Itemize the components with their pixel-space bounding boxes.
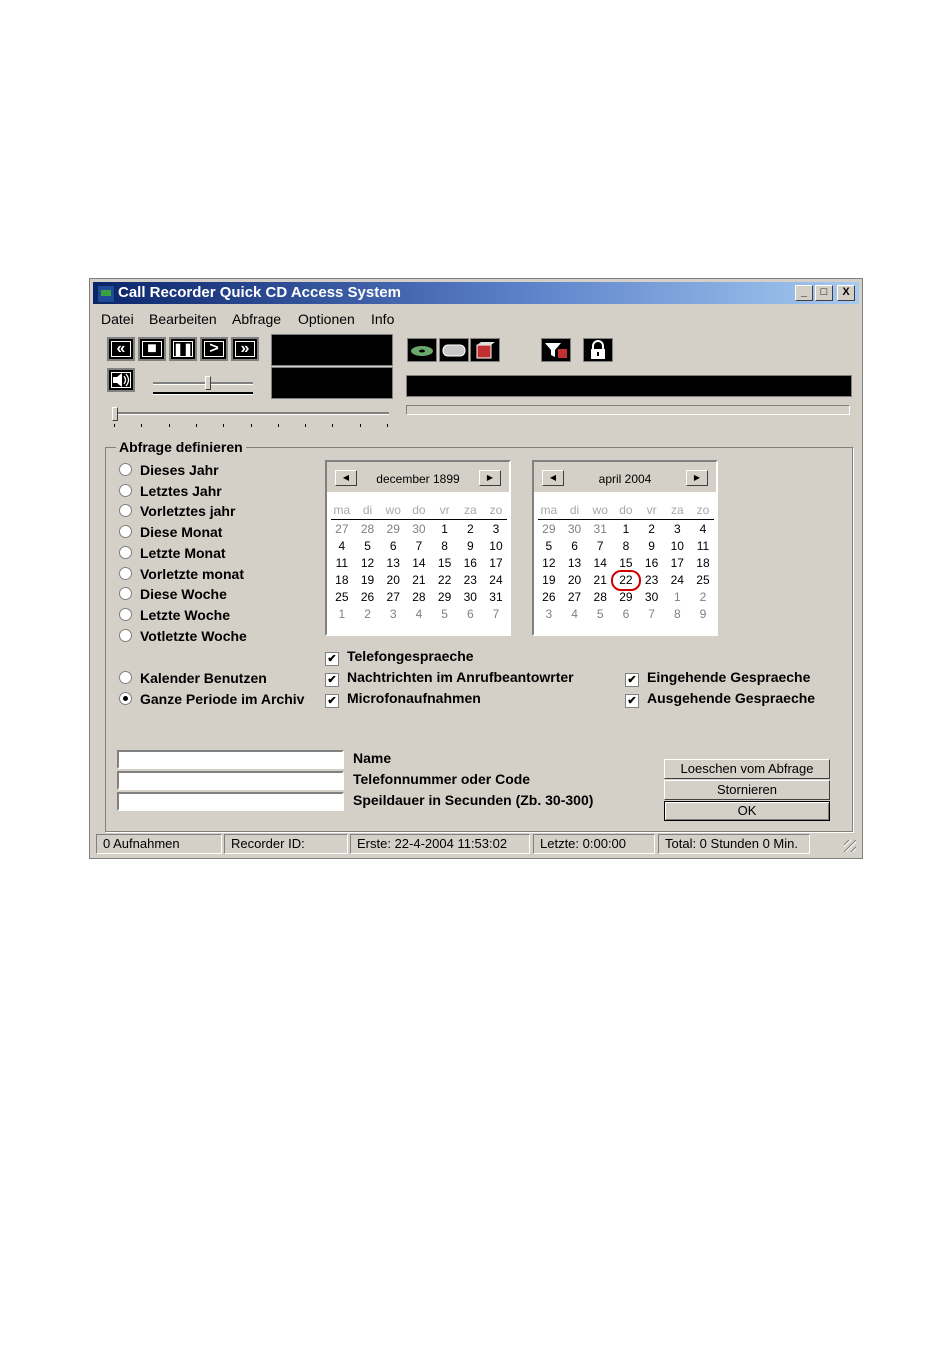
calendar-day[interactable]: 8 — [673, 607, 681, 621]
calendar-day[interactable]: 23 — [463, 573, 477, 587]
calendar-day[interactable]: 29 — [542, 522, 556, 536]
calendar-day[interactable]: 19 — [360, 573, 375, 587]
slider-tick — [223, 424, 224, 427]
calendar-day[interactable]: 9 — [699, 607, 707, 621]
period-radio[interactable] — [119, 503, 235, 519]
weekday-header: do — [619, 503, 633, 517]
period-radio[interactable] — [119, 586, 227, 602]
lock-button[interactable] — [583, 338, 613, 362]
close-button[interactable]: X — [837, 285, 855, 301]
calendar-day[interactable]: 31 — [593, 522, 607, 536]
calendar-day[interactable]: 20 — [386, 573, 400, 587]
checkbox-label: Microfonaufnahmen — [347, 690, 481, 706]
checkmark-icon: ✔ — [325, 694, 339, 708]
calendar-header — [534, 462, 716, 492]
lock-icon — [584, 339, 612, 361]
app-icon — [97, 285, 115, 303]
radio-label: Kalender Benutzen — [140, 670, 267, 686]
calendar-day[interactable]: 21 — [593, 573, 607, 587]
period-radio[interactable] — [119, 607, 230, 623]
slider-tick — [305, 424, 306, 427]
title-bar[interactable] — [93, 282, 859, 304]
slider-tick — [278, 424, 279, 427]
radio-label: Dieses Jahr — [140, 462, 219, 478]
position-track — [112, 412, 389, 415]
play-button[interactable] — [200, 337, 228, 361]
menu-optionen[interactable]: Optionen — [298, 311, 355, 327]
radio-label: Vorletzte monat — [140, 565, 244, 582]
calendar-day[interactable]: 17 — [489, 556, 503, 570]
calendar-day[interactable]: 5 — [545, 539, 553, 553]
calendar-day[interactable]: 10 — [670, 539, 684, 553]
calendar-day[interactable]: 18 — [696, 556, 710, 570]
calendar-day[interactable]: 21 — [412, 573, 426, 587]
menu-abfrage[interactable]: Abfrage — [232, 311, 282, 327]
radio-circle — [119, 671, 132, 684]
calendar-day[interactable]: 2 — [648, 522, 655, 536]
calendar-day[interactable]: 8 — [622, 539, 630, 553]
calendar-day[interactable]: 12 — [360, 556, 375, 570]
volume-track — [153, 382, 253, 385]
calendar-day[interactable]: 7 — [492, 607, 500, 621]
checkbox-label: Telefongespraeche — [347, 648, 474, 664]
radio-circle — [119, 587, 132, 600]
radio-circle — [119, 484, 132, 497]
weekday-header: zo — [696, 503, 710, 517]
forward-button[interactable] — [231, 337, 259, 361]
calendar-day[interactable]: 8 — [441, 539, 448, 553]
calendar-day[interactable]: 1 — [441, 522, 448, 536]
status-recordings: 0 Aufnahmen — [96, 834, 222, 854]
calendar-day[interactable]: 29 — [619, 590, 633, 604]
folder-button[interactable] — [470, 338, 500, 362]
calendar-day[interactable]: 27 — [335, 522, 349, 536]
radio-circle — [119, 608, 132, 621]
name-input[interactable] — [117, 750, 344, 769]
calendar-day[interactable]: 22 — [437, 573, 452, 587]
calendar-day[interactable]: 1 — [673, 590, 681, 604]
calendar-day[interactable]: 11 — [335, 556, 349, 570]
status-first: Erste: 22-4-2004 11:53:02 — [350, 834, 530, 854]
calendar-grid — [329, 502, 509, 623]
radio-circle — [119, 692, 132, 705]
calendar-day[interactable]: 4 — [571, 607, 578, 621]
slider-tick — [114, 424, 115, 427]
radio-label: Votletzte Woche — [140, 627, 247, 644]
calendar-day[interactable]: 6 — [622, 607, 630, 621]
period-radio[interactable] — [119, 545, 226, 561]
speaker-icon — [111, 372, 131, 388]
slider-tick — [387, 424, 388, 427]
calendar-end — [532, 460, 718, 636]
slider-tick — [141, 424, 142, 427]
radio-circle — [119, 504, 132, 517]
radio-circle — [119, 567, 132, 580]
telephone-checkbox[interactable] — [325, 648, 474, 666]
pause-button[interactable] — [169, 337, 197, 361]
weekday-header: za — [463, 503, 477, 517]
calendar-day[interactable]: 19 — [542, 573, 556, 587]
calendar-day[interactable]: 6 — [466, 607, 474, 621]
calendar-day[interactable]: 20 — [567, 573, 582, 587]
volume-base — [153, 392, 253, 395]
slider-tick — [360, 424, 361, 427]
duration-input[interactable] — [117, 792, 344, 811]
calendar-day[interactable]: 29 — [437, 590, 452, 604]
position-slider[interactable] — [112, 407, 118, 421]
checkbox-label: Ausgehende Gespraeche — [647, 690, 816, 706]
calendar-day[interactable]: 25 — [696, 573, 710, 587]
calendar-day[interactable]: 3 — [673, 522, 681, 536]
calendar-day[interactable]: 13 — [386, 556, 400, 570]
maximize-button[interactable]: □ — [815, 285, 833, 301]
microphone-checkbox[interactable] — [325, 690, 481, 708]
calendar-day[interactable]: 5 — [364, 539, 371, 553]
calendar-day[interactable]: 6 — [571, 539, 578, 553]
period-radio[interactable] — [119, 483, 222, 499]
period-radio[interactable] — [119, 524, 222, 540]
duration-label: Speildauer in Secunden (Zb. 30-300) — [353, 792, 594, 808]
cancel-button[interactable]: Stornieren — [664, 780, 830, 800]
calendar-day[interactable]: 11 — [696, 539, 710, 553]
calendar-day[interactable]: 9 — [648, 539, 655, 553]
calendar-day[interactable]: 2 — [699, 590, 707, 604]
forward-icon: » — [240, 340, 250, 357]
calendar-day[interactable]: 28 — [412, 590, 426, 604]
volume-slider[interactable] — [205, 376, 211, 390]
stop-button[interactable] — [138, 337, 166, 361]
answering-machine-checkbox[interactable] — [325, 669, 574, 687]
radio-circle — [119, 525, 132, 538]
folder-icon — [471, 339, 499, 361]
outgoing-checkbox[interactable] — [625, 690, 815, 708]
status-recorder-id: Recorder ID: — [224, 834, 348, 854]
calendar-day[interactable]: 5 — [441, 607, 448, 621]
slider-tick — [251, 424, 252, 427]
resize-grip[interactable] — [844, 840, 856, 852]
checkbox-label: Eingehende Gespraeche — [647, 669, 811, 685]
radio-label: Diese Monat — [140, 524, 223, 541]
weekday-header: za — [670, 503, 684, 517]
calendar-day[interactable]: 15 — [619, 556, 633, 570]
calendar-day[interactable]: 30 — [567, 522, 582, 536]
radio-label: Letztes Jahr — [140, 482, 222, 499]
weekday-header: vr — [646, 503, 657, 517]
calendar-day[interactable]: 3 — [545, 607, 553, 621]
window-title: Call Recorder Quick CD Access System — [118, 284, 401, 301]
phone-label: Telefonnummer oder Code — [353, 771, 531, 787]
calendar-day[interactable]: 7 — [596, 539, 604, 553]
calendar-day[interactable]: 14 — [412, 556, 426, 570]
tape-icon — [440, 339, 468, 361]
radio-circle — [119, 629, 132, 642]
calendar-day[interactable]: 14 — [593, 556, 607, 570]
calendar-month-title: december 1899 — [376, 472, 460, 486]
slider-tick — [169, 424, 170, 427]
checkmark-icon: ✔ — [625, 673, 639, 687]
period-radio[interactable] — [119, 628, 247, 644]
weekday-header: do — [412, 503, 426, 517]
calendar-day[interactable]: 3 — [389, 607, 397, 621]
calendar-day[interactable]: 16 — [644, 556, 659, 570]
menu-bar — [90, 309, 862, 329]
status-total: Total: 0 Stunden 0 Min. — [658, 834, 810, 854]
calendar-day[interactable]: 7 — [415, 539, 423, 553]
calendar-day[interactable]: 3 — [492, 522, 500, 536]
weekday-header: vr — [439, 503, 450, 517]
calendar-day[interactable]: 17 — [670, 556, 684, 570]
calendar-day[interactable]: 4 — [415, 607, 423, 621]
rewind-button[interactable] — [107, 337, 135, 361]
calendar-day[interactable]: 26 — [360, 590, 375, 604]
weekday-header: wo — [592, 503, 608, 517]
main-window — [89, 278, 863, 859]
prev-month-button[interactable]: ◀ — [335, 470, 357, 486]
calendar-day[interactable]: 25 — [335, 590, 349, 604]
calendar-day[interactable]: 24 — [670, 573, 684, 587]
query-group-title: Abfrage definieren — [116, 439, 246, 455]
calendar-day[interactable]: 13 — [567, 556, 582, 570]
filter-icon — [542, 339, 570, 361]
calendar-day[interactable]: 30 — [644, 590, 659, 604]
ok-button[interactable]: OK — [664, 801, 830, 821]
checkmark-icon: ✔ — [325, 652, 339, 666]
volume-button[interactable] — [107, 368, 135, 392]
calendar-day[interactable]: 28 — [593, 590, 607, 604]
calendar-day[interactable]: 27 — [567, 590, 582, 604]
checkmark-icon: ✔ — [625, 694, 639, 708]
slider-tick — [332, 424, 333, 427]
calendar-day[interactable]: 30 — [412, 522, 426, 536]
weekday-header: ma — [540, 503, 558, 517]
phone-input[interactable] — [117, 771, 344, 790]
calendar-day[interactable]: 10 — [489, 539, 503, 553]
play-icon: > — [209, 340, 219, 357]
calendar-day[interactable]: 2 — [364, 607, 371, 621]
disc-button[interactable] — [407, 338, 437, 362]
calendar-day[interactable]: 12 — [542, 556, 556, 570]
calendar-day[interactable]: 28 — [360, 522, 375, 536]
calendar-day[interactable]: 4 — [699, 522, 707, 536]
calendar-day[interactable]: 22 — [613, 572, 639, 589]
query-group — [105, 439, 853, 832]
calendar-day[interactable]: 31 — [489, 590, 503, 604]
disc-icon — [408, 339, 436, 361]
checkbox-label: Nachtrichten im Anrufbeantowrter — [347, 669, 574, 685]
calendar-day[interactable]: 24 — [489, 573, 503, 587]
display-top — [271, 334, 393, 366]
pause-icon: ❚❚ — [172, 342, 194, 356]
next-month-button[interactable]: ▶ — [479, 470, 501, 486]
calendar-day[interactable]: 16 — [463, 556, 477, 570]
weekday-header: di — [569, 503, 580, 517]
calendar-header — [327, 462, 509, 492]
calendar-month-title: april 2004 — [598, 472, 652, 486]
weekday-header: wo — [385, 503, 401, 517]
calendar-grid — [536, 502, 716, 623]
status-bar — [92, 834, 860, 856]
use-calendar-radio[interactable] — [119, 670, 267, 686]
menu-info[interactable]: Info — [371, 311, 395, 327]
minimize-button[interactable]: _ — [795, 285, 813, 301]
whole-period-radio[interactable] — [119, 691, 304, 707]
delete-query-button[interactable]: Loeschen vom Abfrage — [664, 759, 830, 779]
calendar-day[interactable]: 1 — [338, 607, 346, 621]
calendar-divider — [538, 519, 714, 520]
rewind-icon: « — [116, 340, 126, 357]
weekday-header: di — [362, 503, 373, 517]
calendar-day[interactable]: 27 — [386, 590, 400, 604]
calendar-day[interactable]: 5 — [596, 607, 604, 621]
calendar-day[interactable]: 26 — [542, 590, 556, 604]
calendar-start — [325, 460, 511, 636]
tape-button[interactable] — [439, 338, 469, 362]
radio-label: Letzte Woche — [140, 606, 230, 623]
calendar-day[interactable]: 7 — [648, 607, 655, 621]
calendar-day[interactable]: 6 — [389, 539, 397, 553]
name-label: Name — [353, 750, 392, 766]
weekday-header: ma — [333, 503, 351, 517]
display-bottom — [271, 367, 393, 399]
next-month-button[interactable]: ▶ — [686, 470, 708, 486]
calendar-day[interactable]: 30 — [463, 590, 477, 604]
calendar-day[interactable]: 4 — [338, 539, 346, 553]
radio-label: Ganze Periode im Archiv — [140, 691, 305, 707]
calendar-day[interactable]: 15 — [437, 556, 452, 570]
period-radio[interactable] — [119, 566, 244, 582]
calendar-day[interactable]: 1 — [622, 522, 630, 536]
radio-label: Vorletztes jahr — [140, 503, 236, 520]
checkmark-icon: ✔ — [325, 673, 339, 687]
progress-bar — [406, 405, 850, 415]
radio-label: Diese Woche — [140, 586, 227, 603]
calendar-day[interactable]: 29 — [386, 522, 400, 536]
slider-tick — [196, 424, 197, 427]
prev-month-button[interactable]: ◀ — [542, 470, 564, 486]
calendar-divider — [331, 519, 507, 520]
calendar-day[interactable]: 23 — [644, 573, 659, 587]
filter-button[interactable] — [541, 338, 571, 362]
calendar-day[interactable]: 9 — [466, 539, 474, 553]
radio-circle — [119, 546, 132, 559]
status-last: Letzte: 0:00:00 — [533, 834, 655, 854]
info-display — [406, 375, 852, 397]
stop-icon: ■ — [147, 340, 157, 357]
menu-bearbeiten[interactable]: Bearbeiten — [149, 311, 217, 327]
radio-label: Letzte Monat — [140, 544, 226, 561]
menu-datei[interactable]: Datei — [101, 311, 134, 327]
incoming-checkbox[interactable] — [625, 669, 810, 687]
radio-circle — [119, 463, 132, 476]
calendar-day[interactable]: 18 — [335, 573, 349, 587]
calendar-day[interactable]: 2 — [466, 522, 474, 536]
period-radio[interactable] — [119, 462, 219, 478]
weekday-header: zo — [489, 503, 503, 517]
